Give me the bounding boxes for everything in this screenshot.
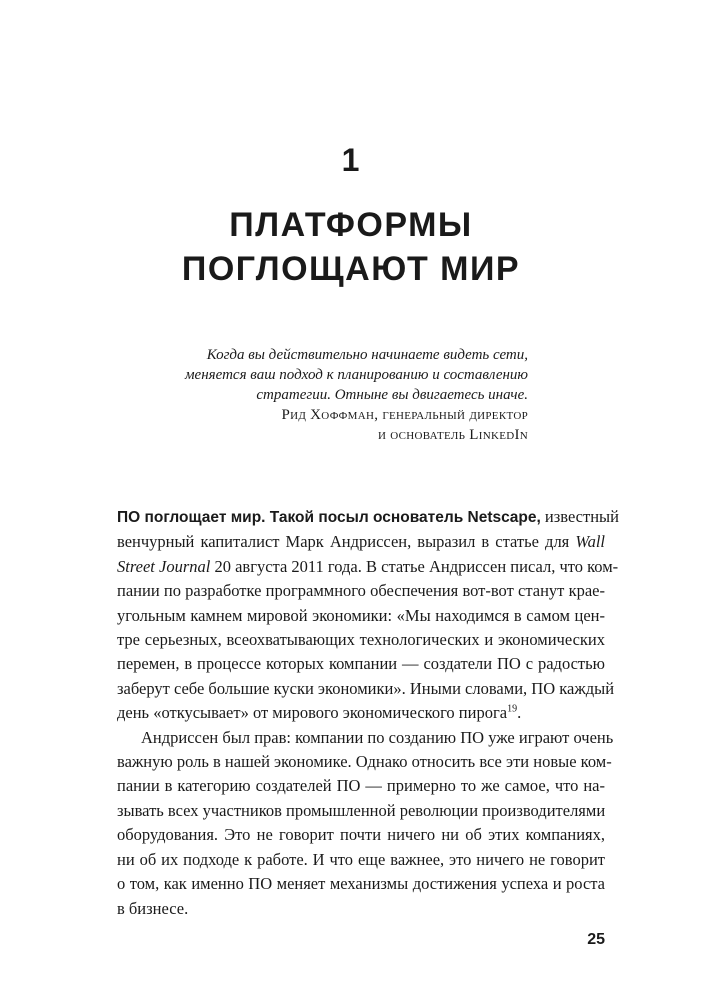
text-fragment: венчурный капиталист Марк Андриссен, выразил в статье для <box>117 532 576 552</box>
text-line: зывать всех участников промышленной революции производителями <box>117 800 606 820</box>
text-line <box>117 505 619 530</box>
paragraph <box>117 505 619 726</box>
text-fragment: день «откусывает» от мирового экономического пирога <box>117 703 508 723</box>
text-line: тре серьезных, всеохватывающих технологических и экономических <box>117 630 605 650</box>
text-line: важную роль в нашей экономике. Однако относить все эти новые ком- <box>117 752 612 772</box>
text-fragment: . <box>517 703 522 723</box>
text-line: в бизнесе. <box>117 898 189 918</box>
footnote-marker[interactable]: 19 <box>507 703 518 715</box>
epigraph-attribution <box>178 405 528 445</box>
epigraph-line: меняется ваш подход к планированию и составлению <box>184 367 528 383</box>
text-line: о том, как именно ПО меняет механизмы достижения успеха и роста <box>117 874 605 894</box>
publication-title: Street Journal <box>117 556 211 576</box>
paragraph <box>117 726 614 921</box>
epigraph-line: Когда вы действительно начинаете видеть сети, <box>206 347 528 363</box>
chapter-title <box>0 203 702 291</box>
text-fragment: известный <box>540 507 619 526</box>
text-fragment: 20 августа 2011 года. В статье Андриссен писал, что ком- <box>210 556 619 576</box>
epigraph-line: стратегии. Отныне вы двигаетесь иначе. <box>256 387 528 403</box>
epigraph-quote <box>178 345 528 405</box>
attribution-line: Рид Хоффман, генеральный директор <box>281 407 528 423</box>
text-line: Андриссен был прав: компании по созданию ПО уже играют очень <box>141 727 614 747</box>
body-text <box>117 505 619 921</box>
text-line: ни об их подходе к работе. И что еще важнее, это ничего не говорит <box>117 849 605 869</box>
text-line: перемен, в процессе которых компании — создатели ПО с радостью <box>117 654 605 674</box>
text-line <box>117 530 605 554</box>
text-line: заберут себе большие куски экономики». Иными словами, ПО каждый <box>117 678 615 698</box>
chapter-title-line: ПОГЛОЩАЮТ МИР <box>181 250 521 288</box>
chapter-title-line: ПЛАТФОРМЫ <box>229 206 473 244</box>
text-line: угольным камнем мировой экономики: «Мы находимся в самом цен- <box>117 605 605 625</box>
text-line: пании в категорию создателей ПО — примерно то же самое, что на- <box>117 776 605 796</box>
publication-title: Wall <box>575 532 605 552</box>
text-line <box>117 701 605 725</box>
text-line: пании по разработке программного обеспечения вот-вот станут крае- <box>117 581 605 601</box>
chapter-number: 1 <box>341 142 361 178</box>
paragraph-lead: ПО поглощает мир. Такой посыл основатель Netscape, <box>117 509 541 526</box>
text-line <box>117 555 619 579</box>
attribution-line: и основатель LinkedIn <box>377 427 528 443</box>
epigraph <box>178 345 528 445</box>
text-line: оборудования. Это не говорит почти ничего ни об этих компаниях, <box>117 825 605 845</box>
page-number: 25 <box>587 931 605 948</box>
